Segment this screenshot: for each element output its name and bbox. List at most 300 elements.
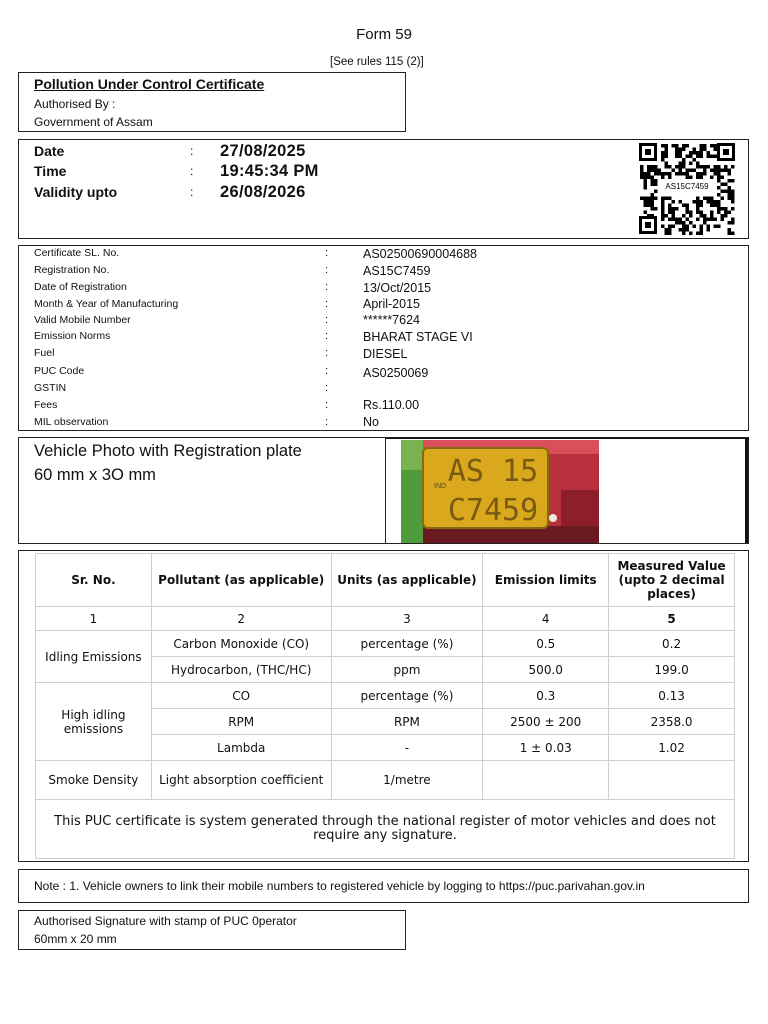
time-label: Time [34, 163, 67, 179]
qr-module [693, 148, 697, 152]
qr-module [658, 169, 662, 173]
measured-cell [609, 761, 735, 800]
pollutant-cell: RPM [151, 709, 331, 735]
qr-module [724, 207, 728, 211]
qr-module [665, 148, 669, 152]
pollutant-cell: Hydrocarbon, (THC/HC) [151, 657, 331, 683]
date-colon: : [190, 144, 194, 158]
qr-module [728, 186, 732, 190]
qr-module [679, 165, 683, 169]
qr-module [665, 165, 669, 169]
detail-label: Emission Norms [34, 330, 111, 342]
qr-module [717, 193, 721, 197]
qr-module [668, 211, 672, 215]
qr-module [644, 197, 648, 201]
qr-module [665, 155, 669, 159]
qr-module [654, 169, 658, 173]
qr-module [714, 155, 718, 159]
qr-module [682, 172, 686, 176]
qr-module [731, 200, 735, 204]
qr-module [717, 225, 721, 229]
qr-module [675, 221, 679, 225]
qr-module [728, 169, 732, 173]
qr-module [703, 169, 707, 173]
qr-module [700, 172, 704, 176]
qr-module [679, 228, 683, 232]
qr-module [731, 165, 735, 169]
qr-module [714, 225, 718, 229]
qr-module [647, 169, 651, 173]
qr-module [717, 200, 721, 204]
qr-module [675, 155, 679, 159]
qr-module [714, 144, 718, 148]
qr-module [661, 197, 665, 201]
qr-module [675, 218, 679, 222]
qr-module [661, 204, 665, 208]
qr-module [700, 165, 704, 169]
plate-country-badge: IND [434, 483, 447, 490]
detail-colon: : [325, 382, 329, 394]
qr-module [661, 225, 665, 229]
qr-module [665, 214, 669, 218]
qr-module [679, 221, 683, 225]
signature-size: 60mm x 20 mm [34, 932, 117, 946]
qr-module [651, 169, 655, 173]
qr-module [665, 232, 669, 236]
qr-module [654, 165, 658, 169]
detail-label: Date of Registration [34, 281, 127, 293]
qr-module [703, 218, 707, 222]
qr-module [724, 165, 728, 169]
detail-label: Month & Year of Manufacturing [34, 298, 179, 310]
qr-module [675, 144, 679, 148]
detail-colon: : [325, 281, 329, 293]
qr-module [707, 200, 711, 204]
fees-value: Rs.110.00 [363, 398, 420, 412]
qr-module [728, 232, 732, 236]
qr-module [696, 200, 700, 204]
unit-cell: - [331, 735, 483, 761]
qr-module [689, 176, 693, 180]
qr-module [721, 176, 725, 180]
qr-module [707, 225, 711, 229]
time-value: 19:45:34 PM [220, 162, 319, 180]
qr-module [728, 193, 732, 197]
qr-module [679, 151, 683, 155]
qr-module [728, 228, 732, 232]
qr-module [665, 162, 669, 166]
qr-module [672, 225, 676, 229]
qr-module [721, 197, 725, 201]
qr-module [710, 197, 714, 201]
qr-module [724, 183, 728, 187]
plate-line2: C7459 [447, 493, 539, 528]
qr-module [679, 218, 683, 222]
qr-module [696, 211, 700, 215]
qr-module [696, 155, 700, 159]
qr-module [661, 207, 665, 211]
qr-module [668, 176, 672, 180]
validity-colon: : [190, 185, 194, 199]
qr-module [651, 207, 655, 211]
measured-cell: 0.2 [609, 631, 735, 657]
authorised-by-label: Authorised By : [34, 97, 116, 111]
mobile-link-note: Note : 1. Vehicle owners to link their mobile numbers to registered vehicle by logging to https://puc.parivahan.gov.in [34, 879, 645, 893]
qr-module [672, 211, 676, 215]
column-number: 4 [483, 607, 609, 631]
qr-module [696, 151, 700, 155]
qr-module [668, 225, 672, 229]
qr-module [651, 204, 655, 208]
form-title: Form 59 [356, 26, 412, 43]
qr-module [665, 151, 669, 155]
qr-module [724, 214, 728, 218]
qr-module [661, 172, 665, 176]
qr-module [714, 200, 718, 204]
column-number: 1 [36, 607, 152, 631]
pollutant-cell: Lambda [151, 735, 331, 761]
qr-module [651, 197, 655, 201]
idling-emissions-label: Idling Emissions [36, 631, 152, 683]
qr-module [668, 232, 672, 236]
qr-module [721, 169, 725, 173]
qr-module [710, 169, 714, 173]
qr-module [672, 144, 676, 148]
header-emission-limits: Emission limits [483, 554, 609, 607]
qr-module [717, 211, 721, 215]
qr-code [638, 142, 736, 235]
qr-module [668, 207, 672, 211]
qr-module [731, 193, 735, 197]
qr-module [679, 200, 683, 204]
qr-module [696, 197, 700, 201]
vehicle-photo [401, 440, 599, 543]
qr-module [672, 218, 676, 222]
qr-module [696, 162, 700, 166]
qr-module [668, 172, 672, 176]
detail-colon: : [325, 347, 329, 359]
qr-module [679, 172, 683, 176]
qr-module [686, 218, 690, 222]
validity-label: Validity upto [34, 184, 118, 200]
qr-module [693, 151, 697, 155]
smoke-density-label: Smoke Density [36, 761, 152, 800]
qr-module [675, 172, 679, 176]
qr-module [689, 214, 693, 218]
authority-box [18, 72, 406, 132]
qr-module [644, 183, 648, 187]
header-sr-no: Sr. No. [36, 554, 152, 607]
qr-module [710, 155, 714, 159]
qr-module [679, 169, 683, 173]
validity-box [18, 139, 749, 239]
qr-module [644, 200, 648, 204]
certificate-sl-no-value: AS02500690004688 [363, 247, 478, 261]
qr-module [668, 197, 672, 201]
qr-module [644, 179, 648, 183]
qr-module [647, 204, 651, 208]
mil-observation-value: No [363, 415, 379, 429]
qr-module [707, 228, 711, 232]
qr-module [644, 176, 648, 180]
qr-center-text: AS15C7459 [665, 182, 709, 191]
qr-module [640, 165, 644, 169]
unit-cell: percentage (%) [331, 631, 483, 657]
qr-module [731, 197, 735, 201]
qr-module [721, 183, 725, 187]
qr-module [651, 200, 655, 204]
time-colon: : [190, 164, 194, 178]
qr-module [728, 190, 732, 194]
qr-module [707, 155, 711, 159]
qr-module [686, 155, 690, 159]
qr-module [728, 172, 732, 176]
qr-module [693, 158, 697, 162]
qr-module [661, 144, 665, 148]
detail-label: GSTIN [34, 382, 67, 394]
validity-value: 26/08/2026 [220, 183, 306, 201]
qr-module [682, 225, 686, 229]
qr-module [714, 218, 718, 222]
manufacturing-date-value: April-2015 [363, 297, 420, 311]
qr-module [717, 204, 721, 208]
qr-module [661, 214, 665, 218]
unit-cell: ppm [331, 657, 483, 683]
note-box [18, 869, 749, 903]
qr-module [721, 190, 725, 194]
date-label: Date [34, 143, 65, 159]
qr-module [682, 221, 686, 225]
qr-module [731, 221, 735, 225]
header-units: Units (as applicable) [331, 554, 483, 607]
system-generated-note: This PUC certificate is system generated through the national register of motor vehicles and does not require any signature. [36, 800, 735, 859]
qr-module [647, 197, 651, 201]
qr-module [654, 183, 658, 187]
qr-module [707, 197, 711, 201]
qr-module [640, 197, 644, 201]
detail-label: Certificate SL. No. [34, 247, 120, 259]
detail-colon: : [325, 264, 329, 276]
qr-module [696, 232, 700, 236]
qr-module [651, 193, 655, 197]
registration-no-value: AS15C7459 [363, 264, 431, 278]
qr-module [731, 218, 735, 222]
qr-module [700, 225, 704, 229]
qr-module [686, 144, 690, 148]
fuel-value: DIESEL [363, 347, 408, 361]
qr-module [651, 176, 655, 180]
qr-module [682, 204, 686, 208]
qr-module [679, 148, 683, 152]
limit-cell: 0.5 [483, 631, 609, 657]
limit-cell: 2500 ± 200 [483, 709, 609, 735]
qr-module [661, 155, 665, 159]
certificate-title: Pollution Under Control Certificate [34, 76, 265, 92]
qr-module [696, 176, 700, 180]
qr-module [661, 218, 665, 222]
qr-module [710, 176, 714, 180]
qr-module [668, 165, 672, 169]
detail-label: MIL observation [34, 416, 109, 428]
qr-module [714, 172, 718, 176]
qr-module [703, 148, 707, 152]
signature-label: Authorised Signature with stamp of PUC 0perator [34, 914, 297, 928]
qr-module [693, 225, 697, 229]
qr-module [686, 176, 690, 180]
qr-module [654, 172, 658, 176]
pollutant-cell: Light absorption coefficient [151, 761, 331, 800]
qr-module [665, 228, 669, 232]
pollutant-cell: CO [151, 683, 331, 709]
unit-cell: RPM [331, 709, 483, 735]
qr-module [707, 151, 711, 155]
qr-module [682, 162, 686, 166]
qr-module [689, 232, 693, 236]
qr-module [672, 207, 676, 211]
signature-box [18, 910, 406, 950]
qr-module [686, 225, 690, 229]
form-rules-reference: [See rules 115 (2)] [330, 56, 424, 68]
qr-module [703, 165, 707, 169]
qr-module [696, 172, 700, 176]
detail-colon: : [325, 330, 329, 342]
qr-module [717, 207, 721, 211]
qr-module [717, 172, 721, 176]
qr-module [721, 207, 725, 211]
qr-module [647, 165, 651, 169]
qr-module [672, 200, 676, 204]
emissions-table [35, 553, 735, 859]
measured-cell: 199.0 [609, 657, 735, 683]
qr-module [700, 176, 704, 180]
qr-module [714, 148, 718, 152]
qr-module [731, 190, 735, 194]
qr-module [696, 204, 700, 208]
qr-module [640, 169, 644, 173]
qr-module [703, 214, 707, 218]
qr-module [647, 176, 651, 180]
qr-module [644, 172, 648, 176]
qr-module [686, 172, 690, 176]
photo-caption-line1: Vehicle Photo with Registration plate [34, 442, 302, 460]
qr-module [689, 162, 693, 166]
qr-module [717, 186, 721, 190]
qr-module [647, 200, 651, 204]
qr-module [724, 169, 728, 173]
qr-module [731, 232, 735, 236]
qr-module [654, 197, 658, 201]
plate-line1: AS 15 [447, 454, 539, 489]
qr-module [700, 211, 704, 215]
qr-module [661, 176, 665, 180]
qr-module [686, 207, 690, 211]
qr-module [689, 211, 693, 215]
qr-module [728, 221, 732, 225]
qr-module [696, 207, 700, 211]
qr-module [700, 204, 704, 208]
qr-module [682, 228, 686, 232]
qr-module [707, 165, 711, 169]
qr-module [686, 228, 690, 232]
unit-cell: percentage (%) [331, 683, 483, 709]
qr-module [703, 144, 707, 148]
qr-module [710, 200, 714, 204]
qr-module [731, 207, 735, 211]
qr-module [665, 144, 669, 148]
pollutant-cell: Carbon Monoxide (CO) [151, 631, 331, 657]
measured-cell: 2358.0 [609, 709, 735, 735]
qr-module [714, 204, 718, 208]
puc-code-value: AS0250069 [363, 366, 429, 380]
qr-module [682, 158, 686, 162]
qr-module [661, 151, 665, 155]
qr-module [710, 218, 714, 222]
qr-module [675, 151, 679, 155]
certificate-details-box [18, 245, 749, 431]
column-number: 2 [151, 607, 331, 631]
qr-module [668, 204, 672, 208]
qr-module [700, 148, 704, 152]
header-measured-value: Measured Value (upto 2 decimal places) [609, 554, 735, 607]
detail-colon: : [325, 399, 329, 411]
emissions-box [18, 550, 749, 862]
qr-module [710, 144, 714, 148]
qr-module [717, 176, 721, 180]
qr-module [675, 207, 679, 211]
column-number: 5 [609, 607, 735, 631]
photo-caption-line2: 60 mm x 3O mm [34, 466, 156, 484]
qr-module [689, 169, 693, 173]
qr-module [696, 218, 700, 222]
qr-module [724, 190, 728, 194]
qr-module [714, 169, 718, 173]
qr-module [672, 214, 676, 218]
qr-module [700, 200, 704, 204]
measured-cell: 1.02 [609, 735, 735, 761]
qr-module [665, 197, 669, 201]
unit-cell: 1/metre [331, 761, 483, 800]
detail-label: Fuel [34, 347, 55, 359]
qr-module [654, 190, 658, 194]
qr-module [703, 197, 707, 201]
high-idling-emissions-label: High idling emissions [36, 683, 152, 761]
qr-module [675, 165, 679, 169]
qr-module [710, 214, 714, 218]
qr-module [654, 179, 658, 183]
detail-colon: : [325, 314, 329, 326]
qr-module [644, 204, 648, 208]
qr-module [724, 211, 728, 215]
limit-cell: 1 ± 0.03 [483, 735, 609, 761]
qr-module [682, 144, 686, 148]
qr-module [700, 232, 704, 236]
emission-norms-value: BHARAT STAGE VI [363, 330, 473, 344]
qr-module [689, 155, 693, 159]
qr-module [721, 218, 725, 222]
vehicle-photo-box [18, 437, 749, 544]
qr-module [700, 144, 704, 148]
detail-colon: : [325, 365, 329, 377]
qr-module [728, 211, 732, 215]
qr-module [665, 172, 669, 176]
qr-module [644, 211, 648, 215]
qr-module [679, 162, 683, 166]
measured-cell: 0.13 [609, 683, 735, 709]
qr-module [682, 148, 686, 152]
vehicle-photo-frame [385, 438, 748, 543]
qr-module [714, 165, 718, 169]
column-number: 3 [331, 607, 483, 631]
